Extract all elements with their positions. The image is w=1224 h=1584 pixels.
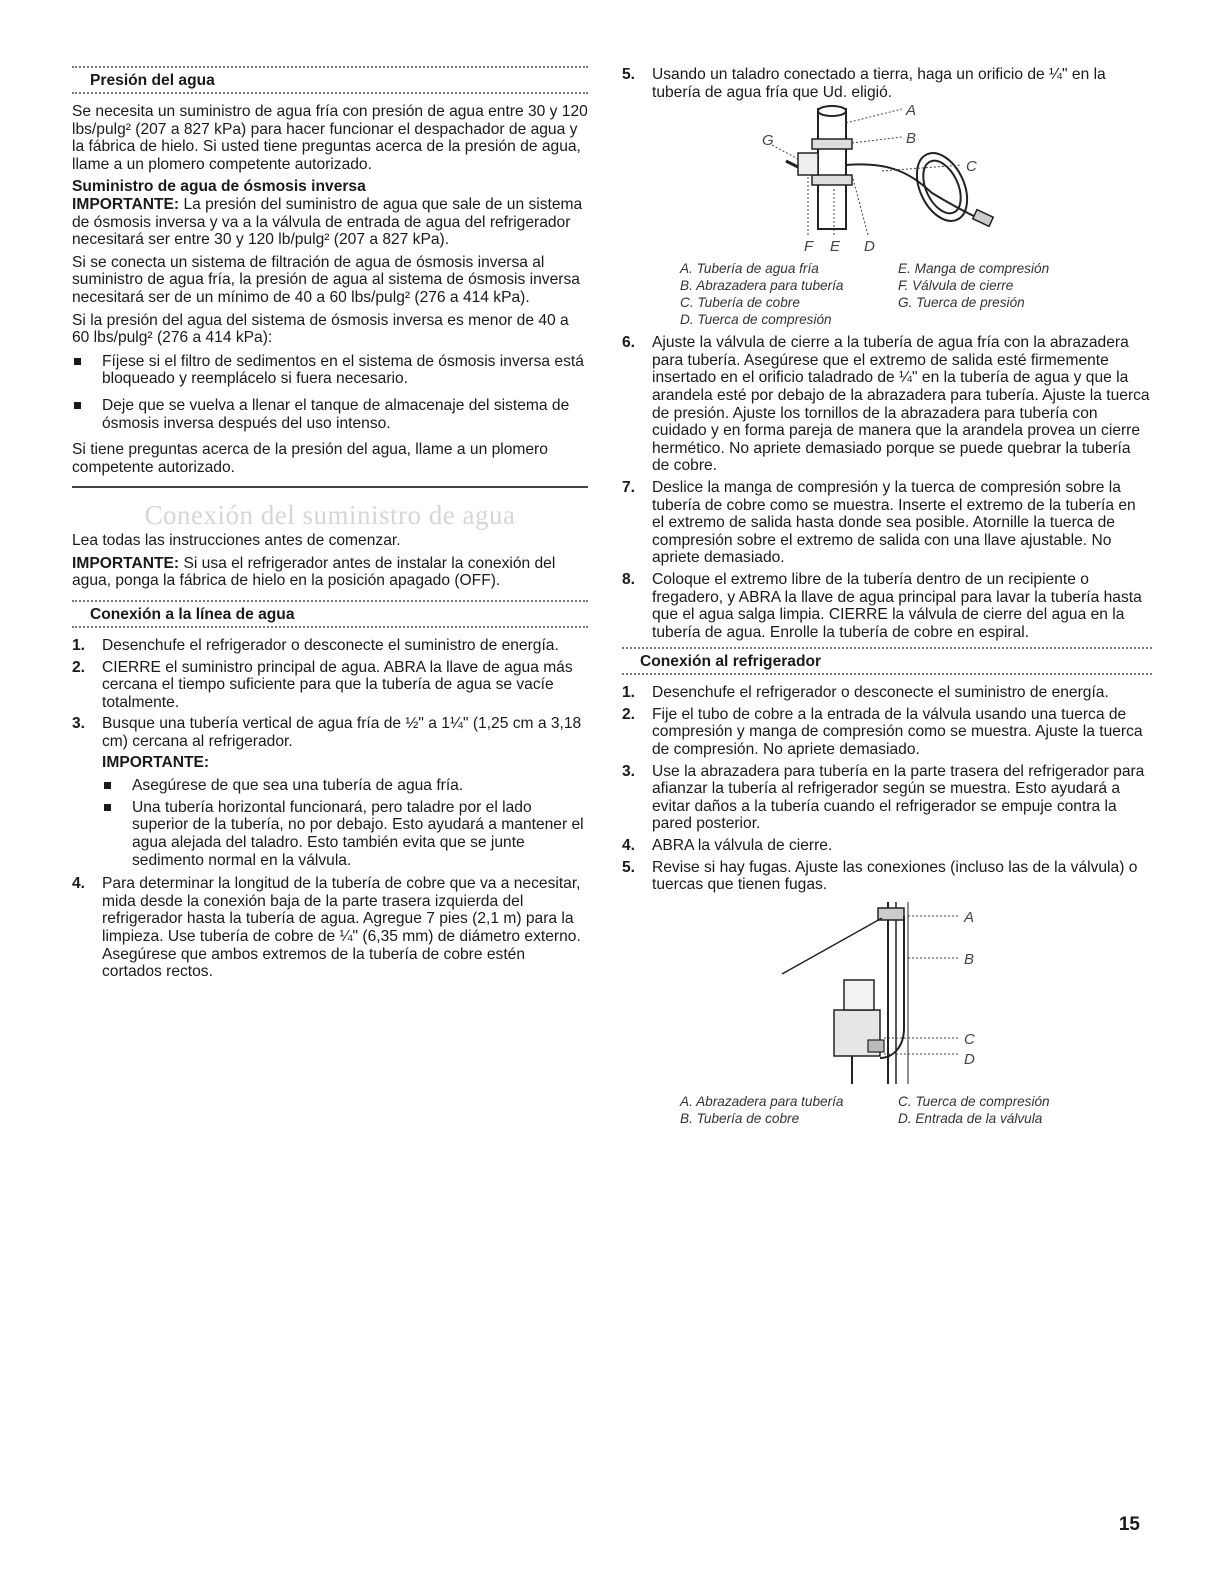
reverse-osmosis-important — [72, 196, 588, 249]
water-pressure-closing: Si tiene preguntas acerca de la presión del agua, llame a un plomero competente autorizado. — [72, 441, 548, 476]
step-item: 3. Use la abrazadera para tubería en la parte trasera del refrigerador para afianzar la tubería al refrigerador según se muestra. Esto ayudará a evitar daños a la tubería cuando el refrigerador se empuje contra la pared posterior. — [622, 762, 1145, 833]
label-D: D — [964, 1050, 975, 1068]
leader-line — [772, 145, 798, 159]
bullet-icon — [104, 782, 111, 789]
label-F: F — [804, 238, 814, 256]
pipe-clamp-lower — [812, 175, 852, 185]
compression-nut — [868, 1040, 884, 1052]
valve-inlet-illustration — [622, 898, 1152, 1093]
step-item: 6. Ajuste la válvula de cierre a la tubería de agua fría con la abrazadera para tubería. Asegúrese que el extremo de salida esté firmemente insertado en el orificio taladrado de ¼" en la tubería de agua y que la arandela esté por debajo de la abrazadera para tubería. Ajuste la tuerca de presión. Ajuste los tornillos de la abrazadera para tubería con cuidado y en forma pareja de manera que la arandela provea un cierre hermético. No apriete demasiado porque se puede quebrar la tubería de cobre. — [622, 334, 1150, 475]
legend-item: B. Abrazadera para tubería — [680, 278, 844, 294]
label-B: B — [906, 130, 917, 148]
bullet-icon — [74, 402, 81, 409]
leader-line — [852, 175, 868, 235]
leader-line — [846, 109, 902, 123]
water-line-steps — [72, 637, 588, 981]
list-item: Asegúrese de que sea una tubería de agua fría. — [102, 777, 588, 795]
bullet-icon — [74, 358, 81, 365]
label-G: G — [762, 132, 774, 150]
label-A: A — [906, 105, 917, 120]
step3-important-label: IMPORTANTE: — [102, 753, 210, 771]
shutoff-valve — [798, 153, 818, 175]
water-connection-intro: Lea todas las instrucciones antes de comenzar. — [72, 532, 401, 550]
compression-fitting — [973, 210, 994, 227]
fridge-connection-steps — [622, 684, 1152, 894]
figure1-legend — [680, 260, 1152, 328]
fridge-connection-heading: Conexión al refrigerador — [640, 653, 822, 671]
page-number: 15 — [1118, 1514, 1140, 1535]
copper-tubing — [880, 916, 904, 1058]
step-item: 4. Para determinar la longitud de la tubería de cobre que va a necesitar, mida desde la conexión baja de la parte trasera izquierda del refrigerador hasta la tubería de agua. Agregue 7 pies (2,1 m) para la limpieza. Use tubería de cobre de ¼" (6,35 mm) de diámetro externo. Asegúrese que ambos extremos de la tubería de cobre estén cortados rectos. — [72, 875, 581, 981]
label-C: C — [964, 1030, 975, 1048]
reverse-osmosis-bullets — [72, 353, 588, 432]
legend-item: C. Tuerca de compresión — [898, 1093, 1050, 1109]
legend-item: G. Tuerca de presión — [898, 295, 1025, 311]
legend-item: A. Abrazadera para tubería — [680, 1093, 844, 1109]
cold-water-pipe — [818, 109, 846, 229]
legend-item: D. Tuerca de compresión — [680, 312, 832, 328]
water-connection-section-title: Conexión del suministro de agua — [72, 486, 588, 530]
valve-inlet-diagram — [622, 898, 1142, 1088]
shutoff-valve-diagram — [622, 105, 1142, 255]
step-item: 1. Desenchufe el refrigerador o desconecte el suministro de energía. — [622, 684, 1109, 702]
valve-install-steps — [622, 334, 1152, 641]
water-line-heading: Conexión a la línea de agua — [90, 606, 295, 624]
label-E: E — [830, 238, 841, 256]
water-connection-important: IMPORTANTE: Si usa el refrigerador antes de instalar la conexión del agua, ponga la fábrica de hielo en la posición apagado (OFF). — [72, 554, 556, 590]
reverse-osmosis-paragraph-2: Si se conecta un sistema de filtración de agua de ósmosis inversa al suministro de agua fría, la presión de agua al sistema de ósmosis inversa necesitará ser de un mínimo de 40 a 60 lbs/pulg² (276 a 414 kPa). — [72, 253, 580, 306]
step-item: 4. ABRA la válvula de cierre. — [622, 837, 833, 855]
figure2-legend — [680, 1093, 1152, 1127]
right-column — [622, 66, 1152, 1133]
pointer-line — [782, 918, 882, 974]
label-C: C — [966, 158, 977, 176]
step-item: 5. Usando un taladro conectado a tierra, haga un orificio de ¼" en la tubería de agua fría que Ud. eligió. — [622, 66, 1106, 101]
fridge-connection-heading-bar — [622, 647, 1152, 675]
left-column — [72, 66, 588, 985]
reverse-osmosis-important-text: La presión del suministro de agua que sale de un sistema de ósmosis inversa y va a la válvula de entrada de agua del refrigerador necesitará ser entre 30 y 120 lb/pulg² (207 a 827 kPa). — [72, 195, 583, 249]
water-pressure-heading: Presión del agua — [90, 72, 215, 89]
valve-handle — [786, 161, 798, 167]
step-item: 8. Coloque el extremo libre de la tubería dentro de un recipiente o fregadero, y ABRA la llave de agua principal para lavar la tubería hasta que el agua salga limpia. CIERRE la válvula de cierre del agua en la tubería de agua. Enrolle la tubería de cobre en espiral. — [622, 570, 1142, 641]
water-pressure-paragraph: Se necesita un suministro de agua fría con presión de agua entre 30 y 120 lbs/pulg² (207 a 827 kPa) para hacer funcionar el despachador de agua y la fábrica de hielo. Si usted tiene preguntas acerca de la presión de agua, llame a un plomero competente autorizado. — [72, 103, 588, 173]
step-item: 1. Desenchufe el refrigerador o desconecte el suministro de energía. — [72, 637, 559, 655]
water-pressure-heading-bar — [72, 66, 588, 94]
label-B: B — [964, 950, 975, 968]
step3-bullets — [102, 777, 588, 869]
important-label: IMPORTANTE: — [72, 195, 180, 213]
reverse-osmosis-heading: Suministro de agua de ósmosis inversa — [72, 178, 366, 196]
list-item: Fíjese si el filtro de sedimentos en el sistema de ósmosis inversa está bloqueado y reemplácelo si fuera necesario. — [72, 353, 588, 388]
shutoff-valve-illustration — [622, 105, 1152, 260]
step-item: 5. Revise si hay fugas. Ajuste las conexiones (incluso las de la válvula) o tuercas que tienen fugas. — [622, 858, 1138, 894]
label-D: D — [864, 238, 875, 256]
legend-item: C. Tubería de cobre — [680, 295, 800, 311]
pipe-top — [818, 106, 846, 116]
step-item: 2. CIERRE el suministro principal de agua. ABRA la llave de agua más cercana el tiempo suficiente para que la tubería de agua se vacíe totalmente. — [72, 658, 573, 711]
legend-item — [898, 311, 1128, 328]
legend-item: B. Tubería de cobre — [680, 1110, 800, 1126]
legend-item: A. Tubería de agua fría — [680, 261, 819, 277]
list-item: Deje que se vuelva a llenar el tanque de almacenaje del sistema de ósmosis inversa después del uso intenso. — [72, 397, 588, 432]
drill-steps — [622, 66, 1152, 101]
legend-item: E. Manga de compresión — [898, 261, 1050, 277]
step-item: 7. Deslice la manga de compresión y la tuerca de compresión sobre la tubería de cobre como se muestra. Inserte el extremo de la tubería en el extremo de salida hasta donde sea posible. Atornille la tuerca de compresión sobre el extremo de salida con una llave ajustable. No apriete demasiado. — [622, 478, 1136, 567]
legend-item: F. Válvula de cierre — [898, 278, 1014, 294]
valve-solenoid — [844, 980, 874, 1010]
list-item: Una tubería horizontal funcionará, pero taladre por el lado superior de la tubería, no por debajo. Esto ayudará a mantener el agua alejada del taladro. Esto también evita que se junte sedimento normal en la válvula. — [102, 799, 588, 869]
reverse-osmosis-paragraph-3: Si la presión del agua del sistema de ósmosis inversa es menor de 40 a 60 lbs/pulg² (276 a 414 kPa): — [72, 311, 569, 347]
water-line-heading-bar — [72, 600, 588, 628]
important-label: IMPORTANTE: — [72, 554, 180, 572]
label-A: A — [964, 908, 975, 926]
leader-line — [852, 137, 902, 143]
legend-item: D. Entrada de la válvula — [898, 1110, 1043, 1126]
step-item: 3. Busque una tubería vertical de agua fría de ½" a 1¼" (1,25 cm a 3,18 cm) cercana al refrigerador. IMPORTANTE: Asegúrese de que sea una tubería de agua fría. Una tubería horizontal funcionará, pero taladre por el lado superior de la tubería, no por debajo. Esto ayudará a mantener el agua alejada del taladro. Esto también evita que se junte sedimento normal en la válvula. — [72, 715, 588, 869]
step-item: 2. Fije el tubo de cobre a la entrada de la válvula usando una tuerca de compresión y manga de compresión como se muestra. Ajuste la tuerca de compresión. No apriete demasiado. — [622, 705, 1143, 759]
pipe-clamp — [812, 139, 852, 149]
bullet-icon — [104, 804, 111, 811]
